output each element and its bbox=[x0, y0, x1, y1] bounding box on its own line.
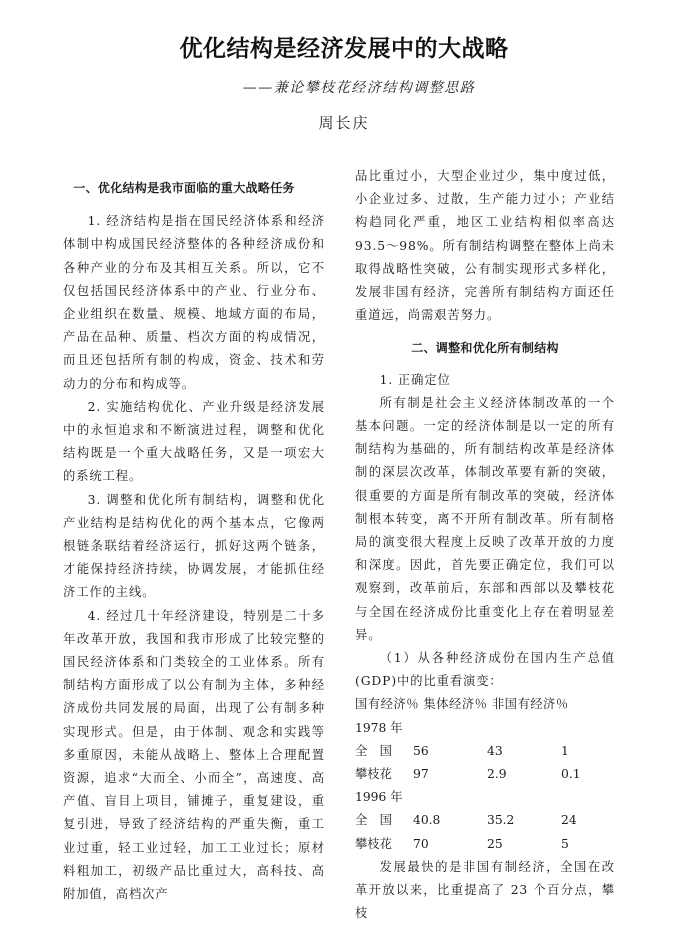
region-cell: 攀枝花 bbox=[355, 836, 392, 851]
table-row bbox=[355, 833, 615, 856]
region-cell: 全 国 bbox=[355, 813, 392, 828]
gdp-share-table bbox=[355, 693, 615, 855]
section-heading-1: 一、优化结构是我市面临的重大战略任务 bbox=[73, 181, 295, 195]
year-label: 1978 年 bbox=[355, 720, 403, 735]
table-header-row bbox=[355, 693, 615, 716]
value-cell: 97 bbox=[413, 767, 429, 782]
table-row bbox=[355, 763, 615, 786]
article-author: 周长庆 bbox=[318, 114, 370, 132]
paragraph-1: 1. 经济结构是指在国民经济体系和经济体制中构成国民经济整体的各种经济成份和各种产业的分布及其相互关系。所以，它不仅包括国民经济体系中的产业、行业分布、企业组织在数量、规模、地域方面的布局，产品在品种、质量、档次方面的构成情况，而且还包括所有制的构成，资金、技术和劳动力的分布和构成等。 bbox=[63, 214, 325, 391]
subheading-positioning: 1. 正确定位 bbox=[379, 372, 451, 387]
value-cell: 43 bbox=[487, 743, 503, 758]
section-heading-2: 二、调整和优化所有制结构 bbox=[411, 341, 559, 356]
header-collective: 集体经济％ bbox=[423, 697, 488, 712]
region-cell: 攀枝花 bbox=[355, 767, 392, 782]
paragraph-3: 3. 调整和优化所有制结构，调整和优化产业结构是结构优化的两个基本点，它像两根链条联结着经济运行，抓好这两个链条，才能保持经济持续，协调发展，才能抓住经济工作的主线。 bbox=[63, 492, 325, 600]
right-column bbox=[355, 165, 615, 926]
table-row bbox=[355, 809, 615, 832]
header-state-owned: 国有经济％ bbox=[355, 697, 419, 712]
paragraph-2: 2. 实施结构优化、产业升级是经济发展中的永恒追求和不断演进过程，调整和优化结构既是一个重大战略任务，又是一项宏大的系统工程。 bbox=[63, 399, 325, 484]
value-cell: 0.1 bbox=[561, 767, 581, 782]
article-title: 优化结构是经济发展中的大战略 bbox=[179, 36, 509, 62]
gdp-intro-paragraph: （1）从各种经济成份在国内生产总值(GDP)中的比重看演变： bbox=[355, 651, 615, 689]
value-cell: 2.9 bbox=[487, 767, 507, 782]
value-cell: 35.2 bbox=[487, 813, 515, 828]
year-row bbox=[355, 786, 615, 809]
value-cell: 40.8 bbox=[413, 813, 441, 828]
year-label: 1996 年 bbox=[355, 790, 403, 805]
paragraph-4: 4. 经过几十年经济建设，特别是二十多年改革开放，我国和我市形成了比较完整的国民经济体系和门类较全的工业体系。所有制结构方面形成了以公有制为主体，多种经济成份共同发展的局面，出现了公有制多种实现形式。但是，由于体制、观念和实践等多重原因，未能从战略上、整体上合理配置资源，追求“大而全、小而全”，高速度、高产值、盲目上项目，铺摊子，重复建设，重复引进，导致了经济结构的严重失衡，重工业过重，轻工业过轻，加工工业过长；原材料粗加工，初级产品比重过大，高科技、高附加值，高档次产 bbox=[63, 608, 325, 902]
non-state-growth-paragraph: 发展最快的是非国有制经济，全国在改革开放以来，比重提高了 23 个百分点，攀枝 bbox=[355, 859, 615, 921]
value-cell: 56 bbox=[413, 743, 429, 758]
region-cell: 全 国 bbox=[355, 743, 392, 758]
value-cell: 24 bbox=[561, 813, 577, 828]
left-column bbox=[63, 165, 325, 906]
value-cell: 5 bbox=[561, 836, 569, 851]
continuation-paragraph: 品比重过小，大型企业过少，集中度过低，小企业过多、过散，生产能力过小；产业结构趋同化严重，地区工业结构相似率高达 93.5～98%。所有制结构调整在整体上尚未取得战略性突破，公有制实现形式多样化，发展非国有经济，完善所有制结构方面还任重道远，尚需艰苦努力。 bbox=[355, 169, 615, 323]
value-cell: 70 bbox=[413, 836, 429, 851]
header-non-state: 非国有经济％ bbox=[491, 697, 569, 712]
value-cell: 1 bbox=[561, 743, 569, 758]
year-row bbox=[355, 717, 615, 740]
table-row bbox=[355, 740, 615, 763]
ownership-paragraph: 所有制是社会主义经济体制改革的一个基本问题。一定的经济体制是以一定的所有制结构为基础的，所有制结构改革是经济体制的深层次改革，体制改革要有新的突破，很重要的方面是所有制改革的突破，经济体制根本转变，离不开所有制改革。所有制格局的演变很大程度上反映了改革开放的力度和深度。因此，首先要正确定位，我们可以观察到，改革前后，东部和西部以及攀枝花与全国在经济成份比重变化上存在着明显差异。 bbox=[355, 395, 615, 642]
article-subtitle: ——兼论攀枝花经济结构调整思路 bbox=[242, 80, 476, 96]
value-cell: 25 bbox=[487, 836, 503, 851]
